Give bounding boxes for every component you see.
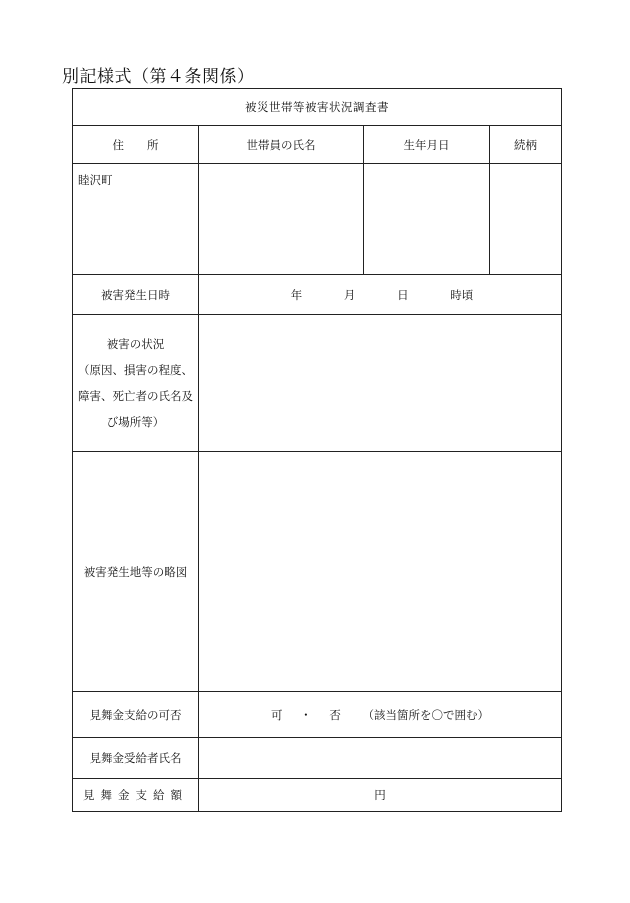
- approval-yes-option[interactable]: 可: [271, 707, 283, 722]
- approval-separator: ・: [300, 707, 312, 722]
- relationship-field[interactable]: [490, 164, 562, 275]
- amount-unit: 円: [374, 788, 386, 802]
- amount-field[interactable]: [199, 779, 562, 812]
- datetime-year-label: 年: [290, 287, 303, 302]
- datetime-hour-label: 時頃: [450, 287, 474, 302]
- approval-no-option[interactable]: 否: [329, 707, 341, 722]
- birth-date-field[interactable]: [364, 164, 490, 275]
- damage-status-line: （原因、損害の程度、: [78, 363, 193, 377]
- approval-label: 見舞金支給の可否: [73, 692, 199, 738]
- damage-status-field[interactable]: [199, 315, 562, 452]
- sketch-label: 被害発生地等の略図: [73, 452, 199, 692]
- form-title: 被災世帯等被害状況調査書: [73, 89, 562, 126]
- form-heading: 別記様式（第４条関係）: [62, 67, 255, 87]
- header-address: 住 所: [73, 126, 199, 164]
- damage-survey-form: [72, 88, 562, 812]
- damage-datetime-field[interactable]: [199, 275, 562, 315]
- damage-status-line: び場所等）: [106, 415, 165, 429]
- datetime-day-label: 日: [397, 287, 409, 302]
- header-relationship: 続柄: [490, 126, 562, 164]
- amount-label: 見舞金支給額: [73, 779, 199, 812]
- header-householder-name: 世帯員の氏名: [199, 126, 364, 164]
- sketch-area[interactable]: [199, 452, 562, 692]
- datetime-month-label: 月: [343, 287, 356, 302]
- damage-status-label: [73, 315, 199, 452]
- householder-name-field[interactable]: [199, 164, 364, 275]
- recipient-label: 見舞金受給者氏名: [73, 738, 199, 779]
- recipient-name-field[interactable]: [199, 738, 562, 779]
- approval-note: （該当箇所を〇で囲む）: [362, 707, 489, 722]
- address-field[interactable]: 睦沢町: [73, 164, 199, 275]
- damage-status-line: 被害の状況: [106, 337, 165, 351]
- damage-status-line: 障害、死亡者の氏名及: [78, 389, 193, 403]
- damage-datetime-label: 被害発生日時: [73, 275, 199, 315]
- approval-field[interactable]: [199, 692, 562, 738]
- header-birth-date: 生年月日: [364, 126, 490, 164]
